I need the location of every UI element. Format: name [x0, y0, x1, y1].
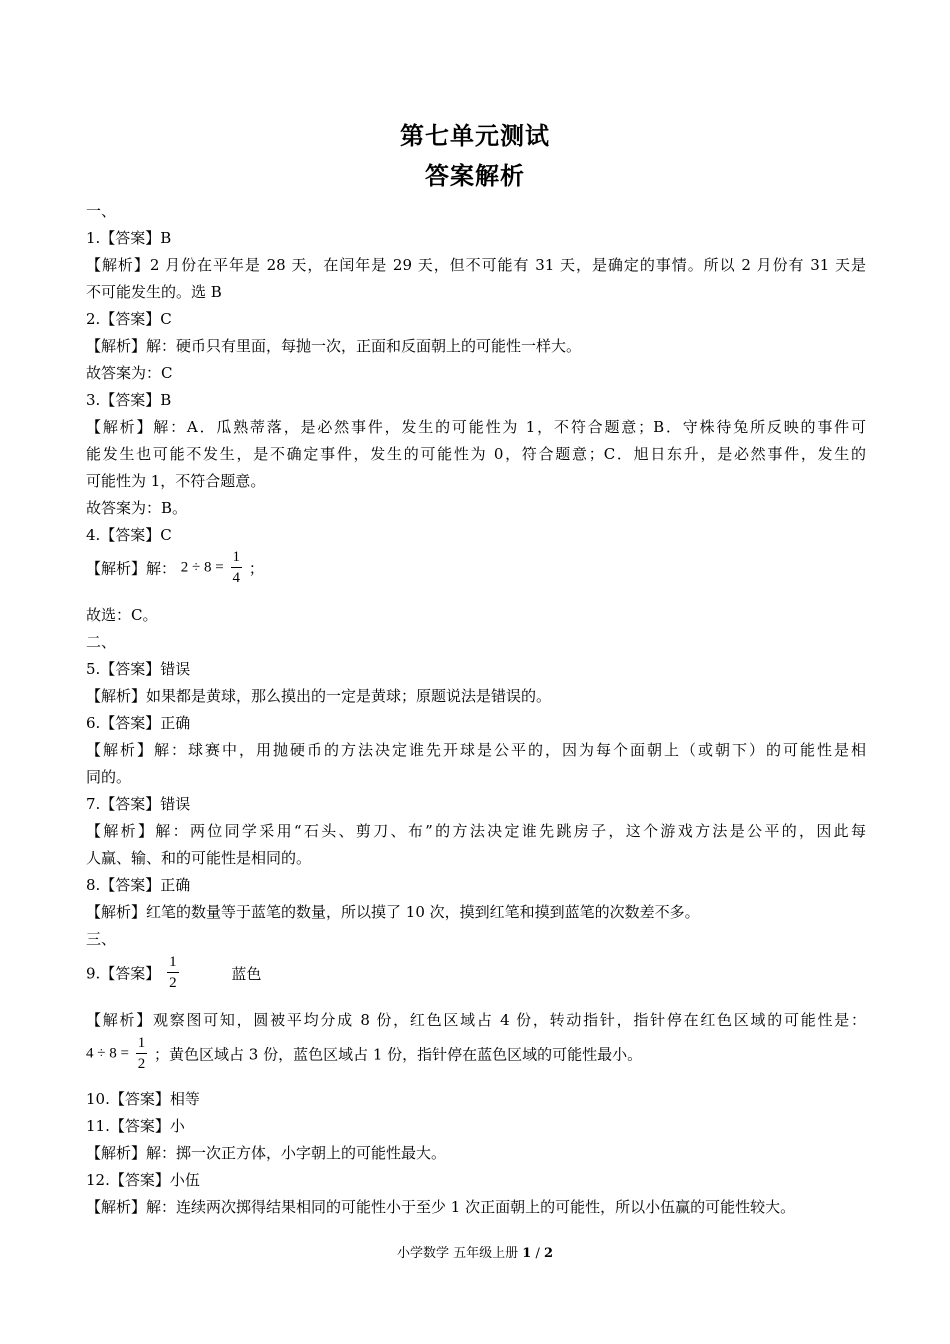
conclusion-line: 故选：C。 — [86, 606, 158, 624]
fraction — [231, 550, 243, 586]
answer-line-with-fraction — [86, 955, 866, 991]
fraction-denominator: 2 — [137, 1056, 146, 1072]
fraction — [167, 955, 179, 991]
answer-line: 12.【答案】小伍 — [86, 1171, 200, 1189]
explanation-line: 【解析】解：两位同学采用“石头、剪刀、布”的方法决定谁先跳房子，这个游戏方法是公平的，因此每 — [86, 822, 866, 840]
explanation-line: 人赢、输、和的可能性是相同的。 — [86, 849, 312, 867]
answer-line: 7.【答案】错误 — [86, 795, 191, 813]
explanation-line: 【解析】解：A．瓜熟蒂落，是必然事件，发生的可能性为 1，不符合题意；B．守株待兔所反映的事件可 — [86, 418, 866, 436]
answer-line: 3.【答案】B — [86, 391, 172, 409]
answer-line: 4.【答案】C — [86, 526, 172, 544]
answer-line: 1.【答案】B — [86, 229, 172, 247]
explanation-rest: ；黄色区域占 3 份，蓝色区域占 1 份，指针停在蓝色区域的可能性最小。 — [154, 1045, 643, 1064]
explanation-line: 【解析】红笔的数量等于蓝笔的数量，所以摸了 10 次，摸到红笔和摸到蓝笔的次数差不多。 — [86, 903, 700, 921]
section-heading-2: 二、 — [86, 633, 117, 651]
fraction-numerator: 1 — [231, 550, 243, 568]
answer-line: 5.【答案】错误 — [86, 660, 191, 678]
explanation-prefix: 【解析】解： — [86, 559, 177, 578]
explanation-line: 不可能发生的。选 B — [86, 283, 222, 301]
page-number-separator: / — [531, 1246, 544, 1261]
math-expression: 2 ÷ 8 = — [180, 559, 224, 576]
explanation-line: 【解析】观察图可知，圆被平均分成 8 份，红色区域占 4 份，转动指针，指针停在红色区域的可能性是： — [86, 1011, 866, 1029]
answer-line: 2.【答案】C — [86, 310, 172, 328]
answer-prefix: 9.【答案】 — [86, 964, 161, 983]
page-footer — [0, 1242, 950, 1261]
answer-line: 6.【答案】正确 — [86, 714, 191, 732]
explanation-line: 同的。 — [86, 768, 132, 786]
conclusion-line: 故答案为：C — [86, 364, 173, 382]
page-title: 第七单元测试 — [400, 121, 550, 150]
explanation-line-with-fraction — [86, 1036, 866, 1072]
footer-course: 小学数学 五年级上册 — [396, 1246, 519, 1261]
explanation-suffix: ； — [248, 559, 264, 578]
section-heading-3: 三、 — [86, 930, 117, 948]
fraction-denominator: 4 — [232, 570, 241, 586]
answer-second-blank: 蓝色 — [231, 964, 262, 983]
explanation-line: 【解析】2 月份在平年是 28 天，在闰年是 29 天，但不可能有 31 天，是确定的事情。所以 2 月份有 31 天是 — [86, 256, 866, 274]
fraction-numerator: 1 — [167, 955, 179, 973]
explanation-line: 能发生也可能不发生，是不确定事件，发生的可能性为 0，符合题意；C．旭日东升，是必然事件，发生的 — [86, 445, 866, 463]
explanation-line: 可能性为 1，不符合题意。 — [86, 472, 266, 490]
fraction-denominator: 2 — [169, 975, 177, 991]
explanation-line-with-fraction — [86, 550, 866, 586]
explanation-line: 【解析】解：球赛中，用抛硬币的方法决定谁先开球是公平的，因为每个面朝上（或朝下）的可能性是相 — [86, 741, 866, 759]
fraction — [136, 1036, 148, 1072]
answer-line: 11.【答案】小 — [86, 1117, 185, 1135]
math-expression: 4 ÷ 8 = — [86, 1045, 129, 1062]
answer-line: 8.【答案】正确 — [86, 876, 191, 894]
page-subtitle: 答案解析 — [425, 161, 525, 190]
explanation-line: 【解析】解：硬币只有里面，每抛一次，正面和反面朝上的可能性一样大。 — [86, 337, 582, 355]
page-number-total: 2 — [543, 1246, 554, 1261]
explanation-line: 【解析】如果都是黄球，那么摸出的一定是黄球；原题说法是错误的。 — [86, 687, 552, 705]
section-heading-1: 一、 — [86, 202, 117, 220]
fraction-numerator: 1 — [136, 1036, 148, 1054]
answer-line: 10.【答案】相等 — [86, 1090, 200, 1108]
explanation-line: 【解析】解：掷一次正方体，小字朝上的可能性最大。 — [86, 1144, 447, 1162]
conclusion-line: 故答案为：B。 — [86, 499, 188, 517]
page-number-current: 1 — [522, 1246, 532, 1261]
explanation-line: 【解析】解：连续两次掷得结果相同的可能性小于至少 1 次正面朝上的可能性，所以小伍赢的可能性较大。 — [86, 1198, 796, 1216]
